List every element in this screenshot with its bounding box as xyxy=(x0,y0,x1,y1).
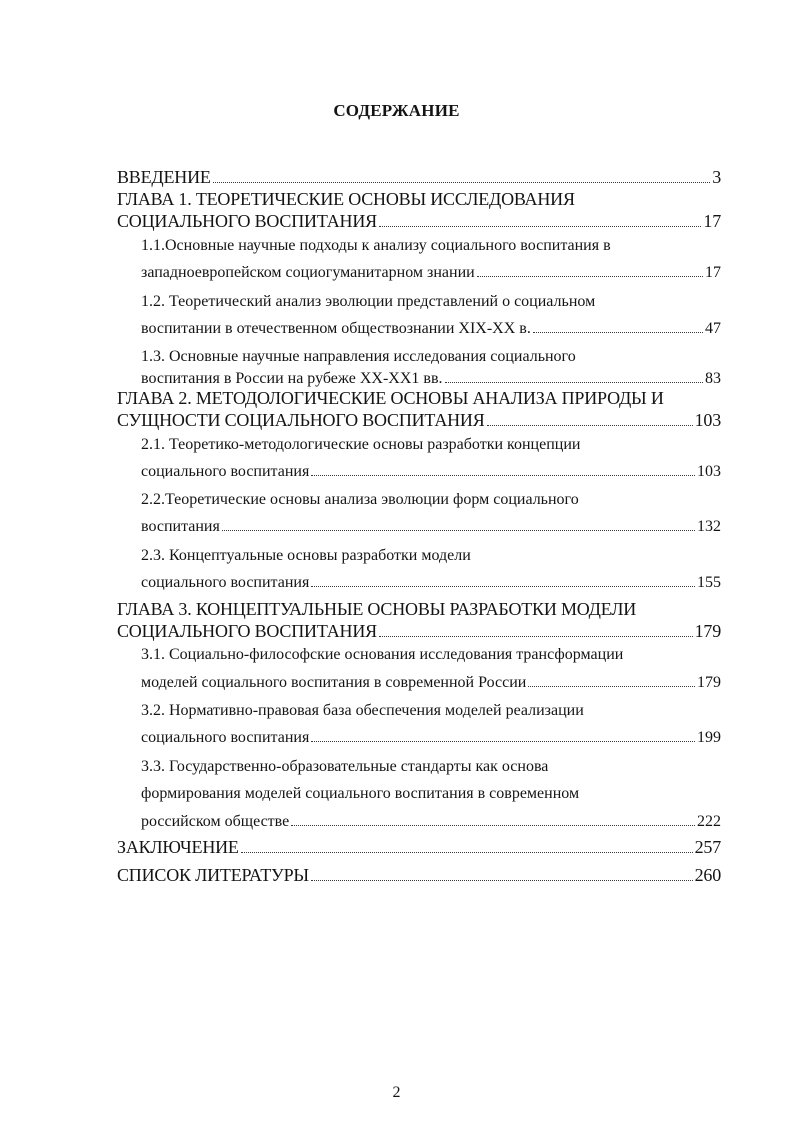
toc-page-number: 17 xyxy=(703,211,721,231)
dot-leader xyxy=(311,880,693,881)
toc-section-2-3-cont[interactable] xyxy=(141,568,721,592)
toc-entry-label: 2.2.Теоретические основы анализа эволюции форм социального xyxy=(141,491,579,508)
toc-section-2-2[interactable] xyxy=(141,485,721,509)
toc-page-number: 257 xyxy=(694,837,721,857)
toc-section-3-1[interactable] xyxy=(141,640,721,664)
toc-page-number: 17 xyxy=(705,264,721,281)
dot-leader xyxy=(379,226,701,227)
toc-page-number: 132 xyxy=(697,518,721,535)
toc-page-number: 179 xyxy=(694,621,721,641)
toc-section-1-2[interactable] xyxy=(141,287,721,311)
dot-leader xyxy=(445,382,704,383)
toc-chapter-3-heading-cont[interactable] xyxy=(117,618,721,642)
dot-leader xyxy=(311,475,695,476)
toc-entry-label: российском обществе xyxy=(141,813,290,830)
toc-page-number: 47 xyxy=(705,320,721,337)
toc-entry-label: 3.3. Государственно-образовательные стандарты как основа xyxy=(141,758,549,775)
dot-leader xyxy=(213,182,711,183)
toc-section-2-2-cont[interactable] xyxy=(141,512,721,536)
toc-section-3-3-cont2[interactable] xyxy=(141,807,721,831)
toc-page-number: 155 xyxy=(697,574,721,591)
toc-page-number: 83 xyxy=(705,370,721,387)
dot-leader xyxy=(379,636,693,637)
toc-section-1-1-cont[interactable] xyxy=(141,258,721,282)
dot-leader xyxy=(311,586,695,587)
dot-leader xyxy=(311,741,695,742)
toc-section-1-1[interactable] xyxy=(141,231,721,255)
toc-chapter-3-heading[interactable] xyxy=(117,596,721,620)
toc-chapter-1-heading[interactable] xyxy=(117,186,721,210)
toc-entry-label: ГЛАВА 3. КОНЦЕПТУАЛЬНЫЕ ОСНОВЫ РАЗРАБОТКИ МОДЕЛИ xyxy=(117,599,637,619)
toc-entry-label: социального воспитания xyxy=(141,574,310,591)
toc-page-number: 199 xyxy=(697,729,721,746)
toc-chapter-2-heading-cont[interactable] xyxy=(117,407,721,431)
toc-entry-label: ГЛАВА 2. МЕТОДОЛОГИЧЕСКИЕ ОСНОВЫ АНАЛИЗА ПРИРОДЫ И xyxy=(117,388,664,408)
toc-section-3-3-cont[interactable] xyxy=(141,779,721,803)
toc-entry-label: воспитания в России на рубеже XX-XX1 вв. xyxy=(141,370,443,387)
toc-section-2-3[interactable] xyxy=(141,541,721,565)
toc-section-3-2[interactable] xyxy=(141,696,721,720)
dot-leader xyxy=(291,825,695,826)
toc-section-3-2-cont[interactable] xyxy=(141,723,721,747)
toc-entry-label: социального воспитания xyxy=(141,463,310,480)
toc-section-1-3[interactable] xyxy=(141,342,721,366)
toc-entry-label: 1.2. Теоретический анализ эволюции представлений о социальном xyxy=(141,293,596,310)
toc-entry-label: формирования моделей социального воспитания в современном xyxy=(141,785,580,802)
toc-entry-label: СОЦИАЛЬНОГО ВОСПИТАНИЯ xyxy=(117,621,377,641)
toc-entry-label: воспитании в отечественном обществознании XIX-XX в. xyxy=(141,320,531,337)
toc-entry-label: 3.1. Социально-философские основания исследования трансформации xyxy=(141,646,624,663)
toc-page-number: 103 xyxy=(697,463,721,480)
toc-section-2-1-cont[interactable] xyxy=(141,457,721,481)
toc-chapter-2-heading[interactable] xyxy=(117,385,721,409)
toc-entry-label: 1.1.Основные научные подходы к анализу социального воспитания в xyxy=(141,237,611,254)
toc-chapter-1-heading-cont[interactable] xyxy=(117,208,721,232)
dot-leader xyxy=(222,530,695,531)
toc-page-number: 260 xyxy=(694,865,721,885)
toc-section-3-3[interactable] xyxy=(141,752,721,776)
page-number: 2 xyxy=(392,1084,401,1101)
toc-entry-label: моделей социального воспитания в современной России xyxy=(141,674,527,691)
toc-entry-label: 1.3. Основные научные направления исследования социального xyxy=(141,348,576,365)
toc-entry-label: 3.2. Нормативно-правовая база обеспечения моделей реализации xyxy=(141,702,584,719)
toc-page-number: 3 xyxy=(712,167,721,187)
toc-entry-label: СПИСОК ЛИТЕРАТУРЫ xyxy=(117,865,309,885)
toc-entry-label: воспитания xyxy=(141,518,220,535)
toc-entry-label: ВВЕДЕНИЕ xyxy=(117,167,211,187)
toc-entry-label: СУЩНОСТИ СОЦИАЛЬНОГО ВОСПИТАНИЯ xyxy=(117,410,485,430)
toc-entry-label: западноевропейском социогуманитарном знании xyxy=(141,264,475,281)
toc-section-2-1[interactable] xyxy=(141,430,721,454)
toc-page-number: 179 xyxy=(697,674,721,691)
page-title: СОДЕРЖАНИЕ xyxy=(333,101,460,120)
toc-entry-label: социального воспитания xyxy=(141,729,310,746)
toc-entry-label: ЗАКЛЮЧЕНИЕ xyxy=(117,837,239,857)
dot-leader xyxy=(241,852,693,853)
dot-leader xyxy=(477,276,703,277)
toc-section-3-1-cont[interactable] xyxy=(141,668,721,692)
toc-entry-intro[interactable] xyxy=(117,164,721,188)
toc-page-number: 103 xyxy=(694,410,721,430)
toc-entry-conclusion[interactable] xyxy=(117,834,721,858)
toc-entry-label: 2.3. Концептуальные основы разработки модели xyxy=(141,547,471,564)
toc-entry-label: СОЦИАЛЬНОГО ВОСПИТАНИЯ xyxy=(117,211,377,231)
dot-leader xyxy=(533,332,703,333)
dot-leader xyxy=(528,686,695,687)
dot-leader xyxy=(487,425,693,426)
toc-entry-label: ГЛАВА 1. ТЕОРЕТИЧЕСКИЕ ОСНОВЫ ИССЛЕДОВАНИЯ xyxy=(117,189,575,209)
toc-section-1-2-cont[interactable] xyxy=(141,314,721,338)
toc-page-number: 222 xyxy=(697,813,721,830)
toc-entry-label: 2.1. Теоретико-методологические основы разработки концепции xyxy=(141,436,581,453)
toc-entry-references[interactable] xyxy=(117,862,721,886)
